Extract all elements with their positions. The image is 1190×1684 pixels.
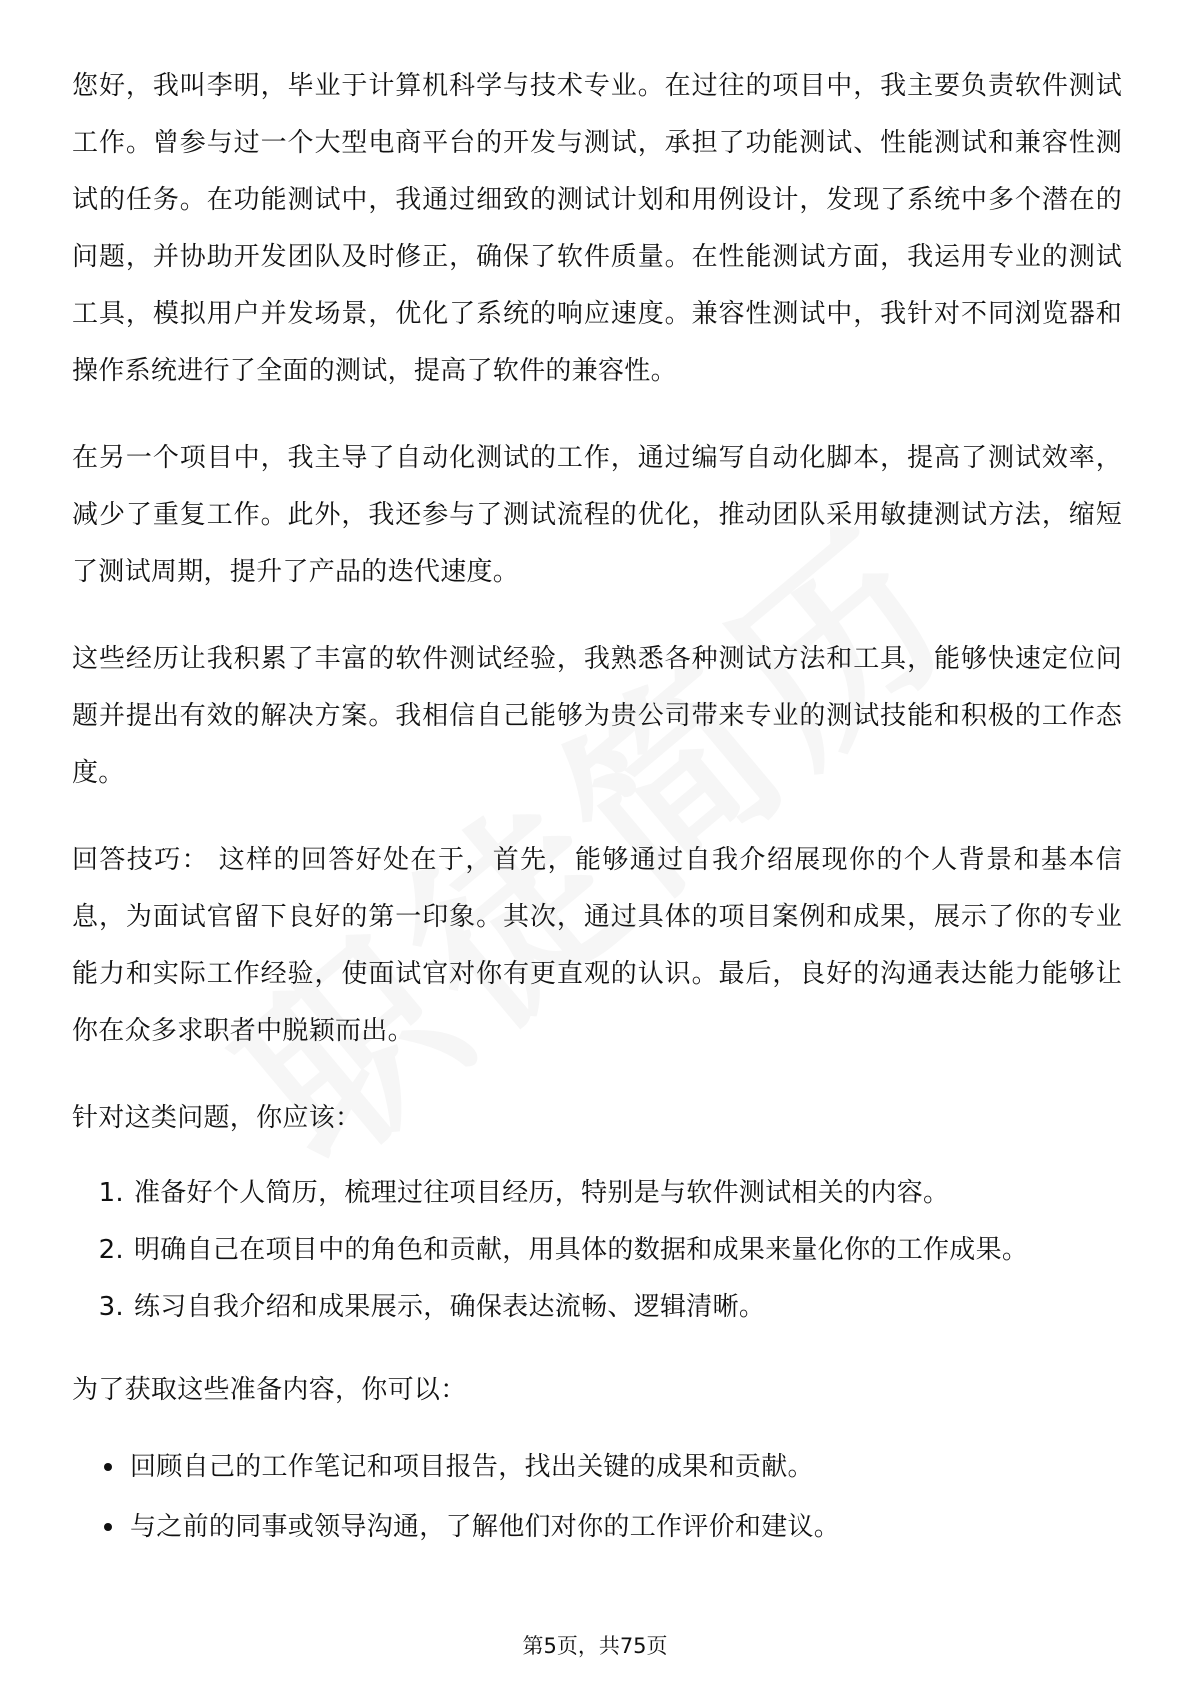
list-item (72, 1279, 1122, 1336)
bullet-icon (104, 1463, 112, 1471)
page-content (72, 58, 1122, 1557)
list-item (72, 1437, 1122, 1497)
page-number: 第5页，共75页 (522, 1634, 668, 1658)
list-item-text: 准备好个人简历，梳理过往项目经历，特别是与软件测试相关的内容。 (134, 1178, 950, 1208)
list-item-text: 与之前的同事或领导沟通，了解他们对你的工作评价和建议。 (130, 1512, 841, 1542)
bullet-icon (104, 1523, 112, 1531)
list-item (72, 1222, 1122, 1279)
paragraph-answer-tips: 回答技巧： 这样的回答好处在于，首先，能够通过自我介绍展现你的个人背景和基本信息，为面试官留下良好的第一印象。其次，通过具体的项目案例和成果，展示了你的专业能力和实际工作经验，使面试官对你有更直观的认识。最后，良好的沟通表达能力能够让你在众多求职者中脱颖而出。 (72, 845, 1122, 1046)
list-item-number: 1. (98, 1178, 124, 1208)
list-item-text: 明确自己在项目中的角色和贡献，用具体的数据和成果来量化你的工作成果。 (134, 1235, 1029, 1265)
obtain-heading: 为了获取这些准备内容，你可以： (72, 1375, 467, 1405)
should-heading: 针对这类问题，你应该： (72, 1103, 362, 1133)
list-item-text: 练习自我介绍和成果展示，确保表达流畅、逻辑清晰。 (134, 1292, 766, 1322)
list-item-number: 2. (98, 1235, 124, 1265)
paragraph-experience: 这些经历让我积累了丰富的软件测试经验，我熟悉各种测试方法和工具，能够快速定位问题并提出有效的解决方案。我相信自己能够为贵公司带来专业的测试技能和积极的工作态度。 (72, 644, 1122, 788)
obtain-list (72, 1437, 1122, 1557)
list-item (72, 1165, 1122, 1222)
paragraph-intro: 您好，我叫李明，毕业于计算机科学与技术专业。在过往的项目中，我主要负责软件测试工作。曾参与过一个大型电商平台的开发与测试，承担了功能测试、性能测试和兼容性测试的任务。在功能测试中，我通过细致的测试计划和用例设计，发现了系统中多个潜在的问题，并协助开发团队及时修正，确保了软件质量。在性能测试方面，我运用专业的测试工具，模拟用户并发场景，优化了系统的响应速度。兼容性测试中，我针对不同浏览器和操作系统进行了全面的测试，提高了软件的兼容性。 (72, 71, 1122, 386)
list-item-number: 3. (98, 1292, 124, 1322)
should-list (72, 1165, 1122, 1336)
list-item (72, 1497, 1122, 1557)
paragraph-automation: 在另一个项目中，我主导了自动化测试的工作，通过编写自动化脚本，提高了测试效率，减少了重复工作。此外，我还参与了测试流程的优化，推动团队采用敏捷测试方法，缩短了测试周期，提升了产品的迭代速度。 (72, 443, 1122, 587)
list-item-text: 回顾自己的工作笔记和项目报告，找出关键的成果和贡献。 (130, 1452, 814, 1482)
